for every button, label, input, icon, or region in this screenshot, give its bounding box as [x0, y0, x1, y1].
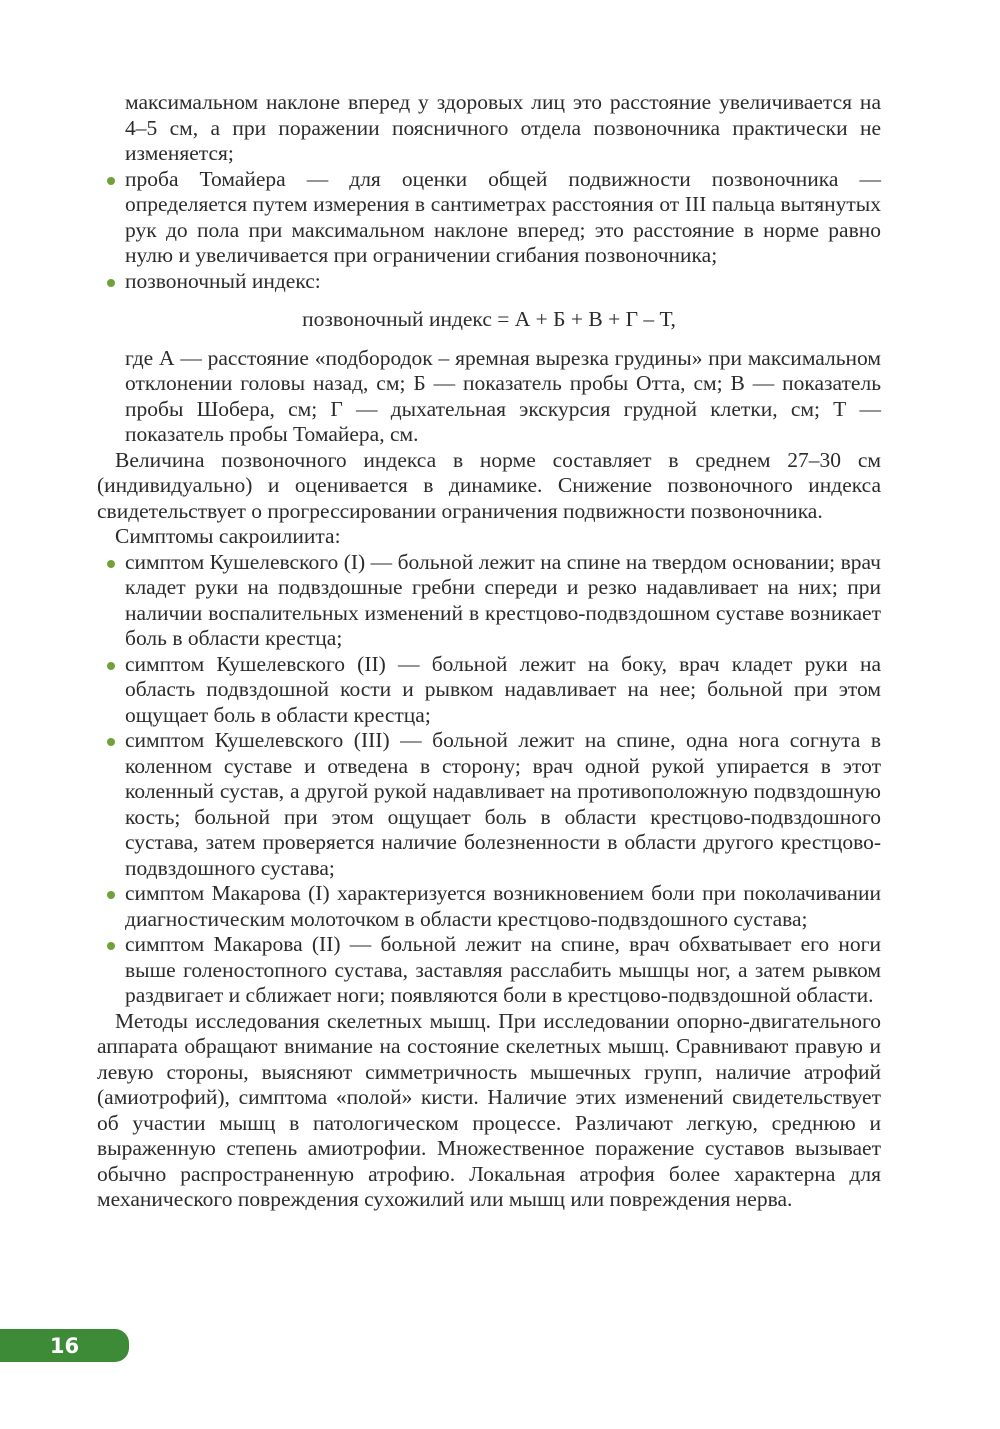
bullet-dot-icon — [107, 279, 115, 287]
bullet-dot-icon — [107, 560, 115, 568]
bullet-dot-icon — [107, 177, 115, 185]
page-number: 16 — [49, 1333, 80, 1358]
bullet-kushelevsky-3: симптом Кушелевского (III) — больной лежит на спине, одна нога согнута в коленном суставе и отведена в сторону; врач одной рукой упирается в этот коленный сустав, а другой рукой надавливает на противоположную подвздошную кость; больной при этом ощущает боль в области крестцово-подвздошного сустава, затем проверяется наличие болезненности в области другого крестцово-подвздошного сустава; — [97, 728, 881, 881]
paragraph-index-norm: Величина позвоночного индекса в норме составляет в среднем 27–30 см (индивидуально) и оценивается в динамике. Снижение позвоночного индекса свидетельствует о прогрессировании ограничения подвижности позвоночника. — [97, 447, 881, 523]
bullet-dot-icon — [107, 738, 115, 746]
bullet-kushelevsky-2: симптом Кушелевского (II) — больной лежит на боку, врач кладет руки на область подвздошной кости и рывком надавливает на нее; больной при этом ощущает боль в области крестца; — [97, 652, 881, 729]
bullet-dot-icon — [107, 891, 115, 899]
bullet-kushelevsky-1: симптом Кушелевского (I) — больной лежит на спине на твердом основании; врач кладет руки на подвздошные гребни спереди и резко надавливает на них; при наличии воспалительных изменений в крестцово-подвздошном суставе возникает боль в области крестца; — [97, 550, 881, 652]
bullet-spinal-index: позвоночный индекс: — [97, 269, 881, 295]
page-number-tab — [0, 1329, 129, 1362]
paragraph-muscle-methods: Методы исследования скелетных мышц. При исследовании опорно-двигательного аппарата обращают внимание на состояние скелетных мышц. Сравнивают правую и левую стороны, выясняют симметричность мышечных групп, наличие атрофий (амиотрофий), симптома «полой» кисти. Наличие этих изменений свидетельствует об участии мышц в патологическом процессе. Различают легкую, среднюю и выраженную степень амиотрофии. Множественное поражение суставов вызывает обычно распространенную атрофию. Локальная атрофия более характерна для механического повреждения сухожилий или мышц или повреждения нерва. — [97, 1008, 881, 1211]
bullet-makarov-1: симптом Макарова (I) характеризуется возникновением боли при поколачивании диагностическим молоточком в области крестцово-подвздошного сустава; — [97, 881, 881, 932]
bullet-tomayer-test: проба Томайера — для оценки общей подвижности позвоночника — определяется путем измерения в сантиметрах расстояния от III пальца вытянутых рук до пола при максимальном наклоне вперед; это расстояние в норме равно нулю и увеличивается при ограничении сгибания позвоночника; — [97, 167, 881, 269]
continued-paragraph: максимальном наклоне вперед у здоровых лиц это расстояние увеличивается на 4–5 см, а при поражении поясничного отдела позвоночника практически не изменяется; — [125, 90, 881, 165]
bullet-makarov-2: симптом Макарова (II) — больной лежит на спине, врач обхватывает его ноги выше голеностопного сустава, заставляя расслабить мышцы ног, а затем рывком раздвигает и сближает ноги; появляются боли в крестцово-подвздошной области. — [97, 932, 881, 1009]
formula-explanation: где А — расстояние «подбородок – яремная вырезка грудины» при максимальном отклонении головы назад, см; Б — показатель пробы Отта, см; В — показатель пробы Шобера, см; Г — дыхательная экскурсия грудной клетки, см; Т — показатель пробы Томайера, см. — [125, 345, 881, 446]
page-text — [97, 90, 881, 1213]
spinal-index-formula: позвоночный индекс = А + Б + В + Г – Т, — [302, 307, 676, 331]
sacroiliitis-heading: Симптомы сакроилиита: — [115, 524, 341, 548]
bullet-dot-icon — [107, 942, 115, 950]
bullet-dot-icon — [107, 662, 115, 670]
